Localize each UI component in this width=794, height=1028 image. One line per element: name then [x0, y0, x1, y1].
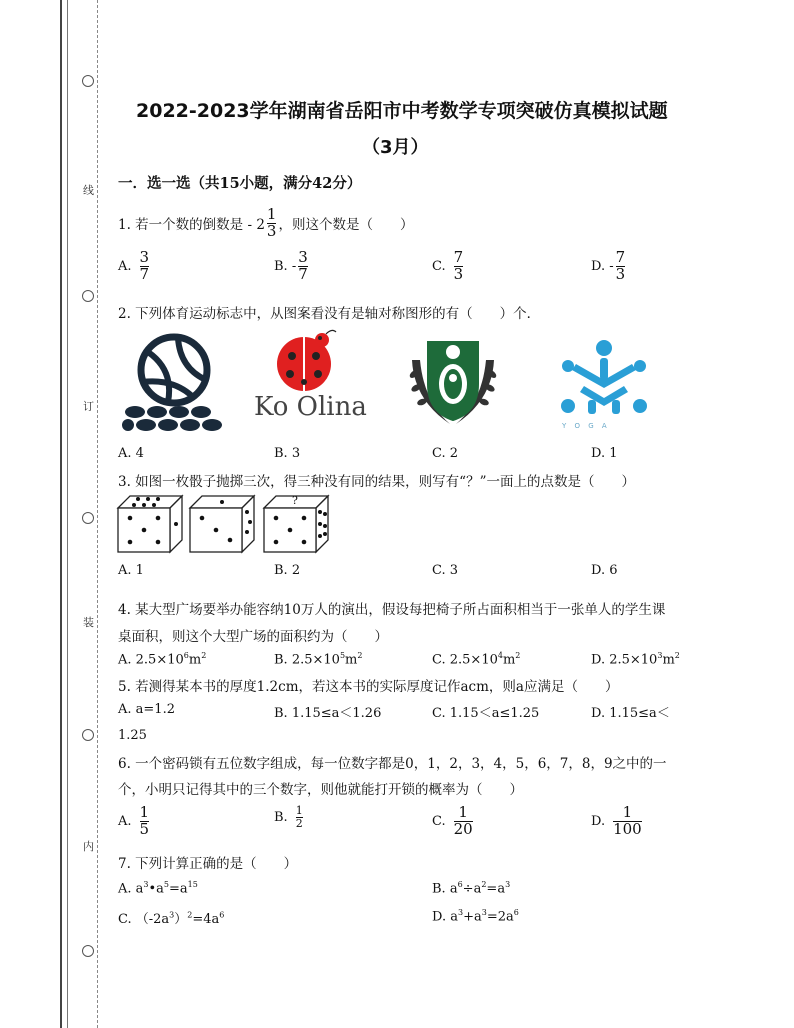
exponent: 3: [657, 651, 663, 660]
binding-hole: [82, 512, 94, 524]
frac-num: 1: [295, 804, 303, 817]
frac-den: 7: [139, 264, 150, 283]
option-text: B. a: [432, 881, 458, 897]
exponent: 2: [187, 910, 193, 920]
exponent: 4: [497, 651, 503, 660]
q3-option-d[interactable]: D. 6: [591, 563, 618, 578]
frac-den: 3: [453, 264, 464, 283]
frac-num: 7: [615, 248, 626, 266]
question-6-line-2: 个，小明只记得其中的三个数字，则他就能打开锁的概率为（ ）: [118, 782, 523, 798]
option-label: C.: [432, 813, 446, 829]
die-2-image: [188, 494, 258, 554]
exponent: 6: [457, 880, 463, 889]
exponent: 15: [187, 880, 198, 889]
exponent: 2: [481, 880, 487, 889]
option-fraction: [296, 805, 303, 829]
binding-char: 装: [83, 616, 94, 629]
exponent: 6: [513, 908, 519, 917]
option-label: B.: [274, 809, 288, 825]
option-text: =a: [486, 881, 506, 897]
q3-option-c[interactable]: C. 3: [432, 563, 459, 578]
exponent: 3: [169, 910, 175, 920]
option-text: =4a: [192, 912, 220, 927]
exponent: 3: [481, 908, 487, 917]
binding-char: 线: [83, 184, 94, 197]
volleyball-logo-image: [118, 330, 230, 432]
exponent: 2: [515, 651, 521, 660]
binding-dashed-line: [97, 0, 99, 1028]
frac-den: 5: [139, 819, 150, 838]
exponent: 3: [143, 880, 149, 889]
frac-num: 3: [139, 248, 150, 266]
q4-option-a[interactable]: [118, 651, 206, 667]
question-4-line-1: 4. 某大型广场要举办能容纳10万人的演出，假设每把椅子所占面积相当于一张单人的学生课: [118, 602, 666, 618]
q3-option-a[interactable]: A. 1: [118, 563, 144, 578]
q5-option-a[interactable]: A. a=1.2: [118, 702, 175, 717]
option-label: D. -: [591, 258, 614, 274]
exponent: 2: [357, 651, 363, 660]
exponent: 5: [163, 880, 170, 889]
question-1: [118, 207, 413, 240]
option-fraction: [298, 250, 308, 283]
page-title: 2022-2023学年湖南省岳阳市中考数学专项突破仿真模拟试题: [136, 100, 668, 122]
frac-num: 1: [139, 803, 150, 821]
q5-option-d-wrap: 1.25: [118, 728, 147, 743]
option-label: A.: [118, 258, 132, 274]
frac-den: 20: [453, 819, 473, 838]
frac-den: 3: [266, 221, 277, 240]
option-text: =a: [169, 881, 188, 897]
q1-option-a[interactable]: [118, 250, 151, 283]
q7-option-b[interactable]: [432, 880, 510, 896]
exam-page: [100, 0, 794, 1028]
frac-num: 1: [458, 803, 468, 821]
option-fraction: [140, 250, 150, 283]
option-fraction: [616, 250, 626, 283]
option-text: C. 2.5×10: [432, 652, 498, 668]
option-fraction: [454, 805, 473, 838]
page-subtitle: （3月）: [362, 137, 429, 158]
binding-strip: [0, 0, 100, 1028]
exponent: 6: [183, 651, 189, 660]
option-label: B. -: [274, 258, 297, 274]
q4-option-d[interactable]: [591, 651, 680, 667]
q6-option-c[interactable]: [432, 805, 475, 838]
question-6-line-1: 6. 一个密码锁有五位数字组成，每一位数字都是0，1，2，3，4，5，6，7，8，9之中的一: [118, 756, 667, 772]
unit: m: [502, 652, 516, 668]
option-label: D.: [591, 813, 606, 829]
q1-option-c[interactable]: [432, 250, 465, 283]
ko-olina-text: Ko Olina: [254, 392, 367, 422]
question-5: 5. 若测得某本书的厚度1.2cm，若这本书的实际厚度记作acm，则a应满足（ ）: [118, 679, 619, 695]
exponent: 3: [457, 908, 464, 917]
frac-den: 2: [295, 816, 303, 830]
frac-num: 1: [266, 205, 277, 223]
binding-hole: [82, 945, 94, 957]
q1-stem-pre: 1. 若一个数的倒数是 - 2: [118, 217, 265, 234]
q6-option-b[interactable]: [274, 805, 305, 829]
binding-hole: [82, 729, 94, 741]
frac-den: 7: [298, 264, 308, 283]
option-text: A. a: [118, 881, 144, 897]
q4-option-c[interactable]: [432, 651, 520, 667]
frac-num: 7: [453, 248, 464, 266]
binding-line-inner: [67, 0, 68, 1028]
q2-option-a[interactable]: A. 4: [118, 446, 144, 461]
exponent: 3: [505, 880, 511, 889]
q7-option-a[interactable]: [118, 880, 198, 896]
q2-option-c[interactable]: C. 2: [432, 446, 459, 461]
q7-option-c[interactable]: [118, 908, 224, 927]
option-fraction: [140, 805, 150, 838]
option-text: A. 2.5×10: [118, 652, 184, 668]
frac-num: 1: [622, 803, 633, 821]
option-text: C. （-2a: [118, 912, 170, 927]
binding-char: 订: [83, 400, 94, 413]
die-1-image: [116, 494, 186, 554]
frac-den: 100: [613, 819, 642, 838]
yoga-logo-image: [554, 336, 654, 422]
q4-option-b[interactable]: [274, 651, 362, 667]
q7-option-d[interactable]: [432, 908, 519, 924]
q1-fraction: [267, 207, 277, 240]
question-mark-label: ?: [292, 494, 298, 507]
question-4-line-2: 桌面积，则这个大型广场的面积约为（ ）: [118, 629, 388, 645]
unit: m: [662, 652, 675, 668]
exponent: 2: [201, 651, 207, 660]
unit: m: [345, 652, 358, 668]
yoga-text: Y O G A: [562, 422, 610, 430]
question-7: 7. 下列计算正确的是（ ）: [118, 856, 298, 872]
option-label: A.: [118, 813, 132, 829]
q2-option-d[interactable]: D. 1: [591, 446, 618, 461]
q1-option-b[interactable]: [274, 250, 310, 283]
option-text: ）: [174, 912, 188, 927]
option-fraction: [454, 250, 464, 283]
frac-den: 3: [615, 264, 626, 283]
q2-option-b[interactable]: B. 3: [274, 446, 301, 461]
binding-hole: [82, 75, 94, 87]
question-2: 2. 下列体育运动标志中，从图案看没有是轴对称图形的有（ ）个．: [118, 306, 541, 322]
unit: m: [188, 652, 202, 668]
binding-hole: [82, 290, 94, 302]
option-text: •a: [148, 881, 164, 897]
option-text: +a: [463, 909, 482, 925]
option-text: D. 2.5×10: [591, 652, 658, 668]
exponent: 2: [674, 651, 680, 660]
q6-option-d[interactable]: [591, 805, 644, 838]
option-fraction: [613, 805, 642, 838]
q6-option-a[interactable]: [118, 805, 151, 838]
option-label: C.: [432, 258, 446, 274]
q5-option-d[interactable]: D. 1.15≤a＜: [591, 706, 670, 721]
frac-num: 3: [298, 248, 308, 266]
q1-stem-post: ，则这个数是（ ）: [278, 217, 414, 234]
option-text: D. a: [432, 909, 458, 925]
q3-option-b[interactable]: B. 2: [274, 563, 301, 578]
section-heading: 一．选一选（共15小题，满分42分）: [118, 175, 362, 192]
binding-line-outer: [60, 0, 62, 1028]
emblem-logo-image: [404, 330, 502, 430]
question-3: 3. 如图一枚骰子抛掷三次，得三种没有同的结果，则写有“？”一面上的点数是（ ）: [118, 474, 635, 490]
q5-option-b[interactable]: B. 1.15≤a＜1.26: [274, 706, 382, 721]
option-text: B. 2.5×10: [274, 652, 340, 668]
option-text: =2a: [486, 909, 514, 925]
q5-option-c[interactable]: C. 1.15＜a≤1.25: [432, 706, 540, 721]
option-text: ÷a: [462, 881, 482, 897]
exponent: 6: [219, 910, 225, 920]
q1-option-d[interactable]: [591, 250, 627, 283]
binding-char: 内: [83, 840, 94, 853]
exponent: 5: [339, 651, 346, 660]
